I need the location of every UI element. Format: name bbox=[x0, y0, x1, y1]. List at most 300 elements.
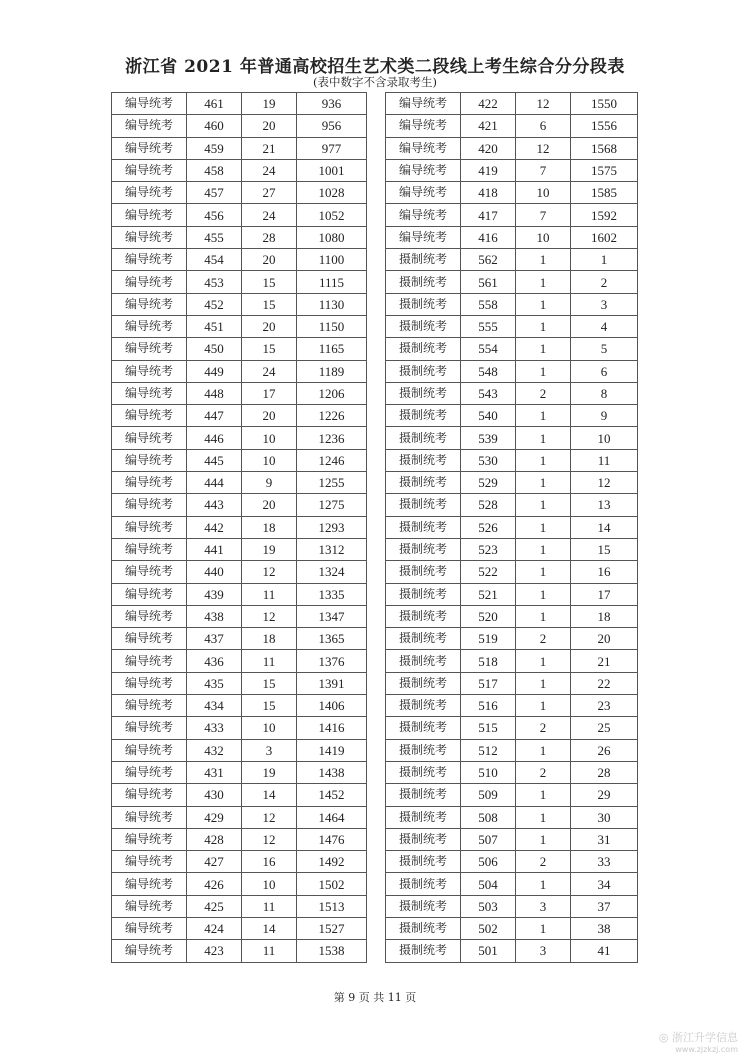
table-row bbox=[386, 561, 638, 583]
cumulative-cell: 22 bbox=[571, 672, 638, 694]
score-cell: 512 bbox=[461, 739, 516, 761]
count-cell: 11 bbox=[242, 895, 297, 917]
table-row bbox=[112, 93, 367, 115]
cumulative-cell: 10 bbox=[571, 427, 638, 449]
count-cell: 10 bbox=[516, 226, 571, 248]
score-cell: 509 bbox=[461, 784, 516, 806]
count-cell: 1 bbox=[516, 516, 571, 538]
category-cell: 摄制统考 bbox=[386, 315, 461, 337]
category-cell: 摄制统考 bbox=[386, 650, 461, 672]
cumulative-cell: 1406 bbox=[297, 695, 367, 717]
category-cell: 摄制统考 bbox=[386, 717, 461, 739]
score-table-left bbox=[111, 92, 367, 963]
cumulative-cell: 1502 bbox=[297, 873, 367, 895]
table-row bbox=[112, 538, 367, 560]
count-cell: 12 bbox=[516, 137, 571, 159]
category-cell: 摄制统考 bbox=[386, 940, 461, 962]
count-cell: 20 bbox=[242, 405, 297, 427]
category-cell: 编导统考 bbox=[112, 182, 187, 204]
score-cell: 419 bbox=[461, 159, 516, 181]
table-row bbox=[112, 895, 367, 917]
cumulative-cell: 11 bbox=[571, 449, 638, 471]
score-cell: 453 bbox=[187, 271, 242, 293]
score-cell: 455 bbox=[187, 226, 242, 248]
table-row bbox=[386, 271, 638, 293]
table-row bbox=[112, 159, 367, 181]
count-cell: 15 bbox=[242, 695, 297, 717]
watermark-text: ◎ 浙江升学信息 bbox=[658, 1031, 738, 1044]
count-cell: 2 bbox=[516, 717, 571, 739]
table-row bbox=[112, 315, 367, 337]
score-cell: 434 bbox=[187, 695, 242, 717]
table-row bbox=[112, 605, 367, 627]
score-cell: 508 bbox=[461, 806, 516, 828]
category-cell: 编导统考 bbox=[112, 695, 187, 717]
cumulative-cell: 3 bbox=[571, 293, 638, 315]
cumulative-cell: 1568 bbox=[571, 137, 638, 159]
table-row bbox=[386, 204, 638, 226]
table-row bbox=[112, 561, 367, 583]
score-cell: 436 bbox=[187, 650, 242, 672]
table-row bbox=[112, 427, 367, 449]
score-cell: 440 bbox=[187, 561, 242, 583]
cumulative-cell: 977 bbox=[297, 137, 367, 159]
score-cell: 442 bbox=[187, 516, 242, 538]
score-cell: 520 bbox=[461, 605, 516, 627]
category-cell: 编导统考 bbox=[112, 449, 187, 471]
score-cell: 555 bbox=[461, 315, 516, 337]
category-cell: 摄制统考 bbox=[386, 761, 461, 783]
cumulative-cell: 1538 bbox=[297, 940, 367, 962]
score-cell: 562 bbox=[461, 249, 516, 271]
cumulative-cell: 1246 bbox=[297, 449, 367, 471]
table-row bbox=[386, 516, 638, 538]
score-cell: 457 bbox=[187, 182, 242, 204]
cumulative-cell: 1376 bbox=[297, 650, 367, 672]
category-cell: 编导统考 bbox=[112, 494, 187, 516]
category-cell: 摄制统考 bbox=[386, 851, 461, 873]
category-cell: 编导统考 bbox=[386, 226, 461, 248]
cumulative-cell: 26 bbox=[571, 739, 638, 761]
score-cell: 437 bbox=[187, 628, 242, 650]
category-cell: 编导统考 bbox=[112, 338, 187, 360]
table-row bbox=[112, 449, 367, 471]
category-cell: 编导统考 bbox=[112, 672, 187, 694]
count-cell: 1 bbox=[516, 472, 571, 494]
count-cell: 9 bbox=[242, 472, 297, 494]
count-cell: 10 bbox=[242, 873, 297, 895]
score-cell: 502 bbox=[461, 917, 516, 939]
cumulative-cell: 13 bbox=[571, 494, 638, 516]
category-cell: 编导统考 bbox=[112, 940, 187, 962]
score-cell: 452 bbox=[187, 293, 242, 315]
score-cell: 447 bbox=[187, 405, 242, 427]
score-cell: 516 bbox=[461, 695, 516, 717]
table-row bbox=[386, 851, 638, 873]
count-cell: 20 bbox=[242, 115, 297, 137]
category-cell: 编导统考 bbox=[386, 93, 461, 115]
score-cell: 503 bbox=[461, 895, 516, 917]
cumulative-cell: 1438 bbox=[297, 761, 367, 783]
score-cell: 459 bbox=[187, 137, 242, 159]
table-row bbox=[386, 472, 638, 494]
cumulative-cell: 1391 bbox=[297, 672, 367, 694]
table-row bbox=[386, 338, 638, 360]
category-cell: 摄制统考 bbox=[386, 873, 461, 895]
count-cell: 6 bbox=[516, 115, 571, 137]
table-row bbox=[112, 293, 367, 315]
category-cell: 编导统考 bbox=[112, 628, 187, 650]
score-cell: 554 bbox=[461, 338, 516, 360]
count-cell: 1 bbox=[516, 427, 571, 449]
cumulative-cell: 20 bbox=[571, 628, 638, 650]
count-cell: 15 bbox=[242, 293, 297, 315]
count-cell: 12 bbox=[516, 93, 571, 115]
score-cell: 510 bbox=[461, 761, 516, 783]
score-cell: 421 bbox=[461, 115, 516, 137]
table-row bbox=[386, 449, 638, 471]
cumulative-cell: 1575 bbox=[571, 159, 638, 181]
table-row bbox=[386, 605, 638, 627]
cumulative-cell: 30 bbox=[571, 806, 638, 828]
count-cell: 3 bbox=[516, 895, 571, 917]
table-row bbox=[112, 761, 367, 783]
table-row bbox=[112, 338, 367, 360]
category-cell: 编导统考 bbox=[112, 249, 187, 271]
cumulative-cell: 1189 bbox=[297, 360, 367, 382]
count-cell: 7 bbox=[516, 159, 571, 181]
category-cell: 摄制统考 bbox=[386, 695, 461, 717]
table-row bbox=[112, 226, 367, 248]
cumulative-cell: 1585 bbox=[571, 182, 638, 204]
table-row bbox=[112, 650, 367, 672]
category-cell: 编导统考 bbox=[112, 583, 187, 605]
table-row bbox=[386, 182, 638, 204]
score-table-right bbox=[385, 92, 638, 963]
table-row bbox=[386, 115, 638, 137]
cumulative-cell: 1513 bbox=[297, 895, 367, 917]
table-row bbox=[386, 405, 638, 427]
count-cell: 2 bbox=[516, 628, 571, 650]
score-cell: 433 bbox=[187, 717, 242, 739]
count-cell: 1 bbox=[516, 650, 571, 672]
page-title: 浙江省 2021 年普通高校招生艺术类二段线上考生综合分分段表 bbox=[125, 57, 625, 77]
count-cell: 15 bbox=[242, 271, 297, 293]
score-cell: 445 bbox=[187, 449, 242, 471]
cumulative-cell: 5 bbox=[571, 338, 638, 360]
category-cell: 编导统考 bbox=[112, 761, 187, 783]
table-row bbox=[386, 137, 638, 159]
count-cell: 1 bbox=[516, 249, 571, 271]
score-cell: 526 bbox=[461, 516, 516, 538]
count-cell: 3 bbox=[242, 739, 297, 761]
count-cell: 24 bbox=[242, 360, 297, 382]
count-cell: 28 bbox=[242, 226, 297, 248]
table-row bbox=[386, 382, 638, 404]
count-cell: 11 bbox=[242, 650, 297, 672]
count-cell: 2 bbox=[516, 851, 571, 873]
cumulative-cell: 1275 bbox=[297, 494, 367, 516]
count-cell: 1 bbox=[516, 360, 571, 382]
cumulative-cell: 18 bbox=[571, 605, 638, 627]
table-row bbox=[112, 828, 367, 850]
cumulative-cell: 1 bbox=[571, 249, 638, 271]
category-cell: 摄制统考 bbox=[386, 494, 461, 516]
category-cell: 编导统考 bbox=[112, 159, 187, 181]
category-cell: 编导统考 bbox=[386, 204, 461, 226]
category-cell: 摄制统考 bbox=[386, 895, 461, 917]
cumulative-cell: 1492 bbox=[297, 851, 367, 873]
count-cell: 2 bbox=[516, 761, 571, 783]
score-cell: 416 bbox=[461, 226, 516, 248]
category-cell: 摄制统考 bbox=[386, 917, 461, 939]
category-cell: 摄制统考 bbox=[386, 472, 461, 494]
cumulative-cell: 38 bbox=[571, 917, 638, 939]
category-cell: 摄制统考 bbox=[386, 271, 461, 293]
table-row bbox=[112, 115, 367, 137]
score-cell: 454 bbox=[187, 249, 242, 271]
score-cell: 543 bbox=[461, 382, 516, 404]
count-cell: 20 bbox=[242, 494, 297, 516]
table-row bbox=[386, 717, 638, 739]
category-cell: 摄制统考 bbox=[386, 360, 461, 382]
count-cell: 12 bbox=[242, 806, 297, 828]
cumulative-cell: 1347 bbox=[297, 605, 367, 627]
score-cell: 438 bbox=[187, 605, 242, 627]
count-cell: 1 bbox=[516, 405, 571, 427]
cumulative-cell: 1130 bbox=[297, 293, 367, 315]
cumulative-cell: 1416 bbox=[297, 717, 367, 739]
category-cell: 编导统考 bbox=[112, 204, 187, 226]
category-cell: 编导统考 bbox=[112, 293, 187, 315]
cumulative-cell: 31 bbox=[571, 828, 638, 850]
table-row bbox=[112, 516, 367, 538]
score-cell: 461 bbox=[187, 93, 242, 115]
table-row bbox=[112, 382, 367, 404]
cumulative-cell: 936 bbox=[297, 93, 367, 115]
count-cell: 15 bbox=[242, 338, 297, 360]
cumulative-cell: 14 bbox=[571, 516, 638, 538]
score-cell: 429 bbox=[187, 806, 242, 828]
count-cell: 19 bbox=[242, 538, 297, 560]
score-cell: 458 bbox=[187, 159, 242, 181]
count-cell: 18 bbox=[242, 516, 297, 538]
count-cell: 10 bbox=[242, 717, 297, 739]
score-cell: 456 bbox=[187, 204, 242, 226]
table-row bbox=[386, 940, 638, 962]
table-row bbox=[386, 159, 638, 181]
cumulative-cell: 1592 bbox=[571, 204, 638, 226]
count-cell: 21 bbox=[242, 137, 297, 159]
score-cell: 441 bbox=[187, 538, 242, 560]
cumulative-cell: 1419 bbox=[297, 739, 367, 761]
score-cell: 515 bbox=[461, 717, 516, 739]
cumulative-cell: 1255 bbox=[297, 472, 367, 494]
count-cell: 14 bbox=[242, 917, 297, 939]
score-cell: 506 bbox=[461, 851, 516, 873]
count-cell: 19 bbox=[242, 761, 297, 783]
count-cell: 10 bbox=[242, 427, 297, 449]
category-cell: 摄制统考 bbox=[386, 338, 461, 360]
category-cell: 摄制统考 bbox=[386, 739, 461, 761]
cumulative-cell: 1476 bbox=[297, 828, 367, 850]
cumulative-cell: 29 bbox=[571, 784, 638, 806]
table-row bbox=[112, 695, 367, 717]
cumulative-cell: 1150 bbox=[297, 315, 367, 337]
category-cell: 摄制统考 bbox=[386, 449, 461, 471]
score-cell: 439 bbox=[187, 583, 242, 605]
category-cell: 编导统考 bbox=[112, 472, 187, 494]
cumulative-cell: 21 bbox=[571, 650, 638, 672]
score-cell: 424 bbox=[187, 917, 242, 939]
table-row bbox=[386, 427, 638, 449]
table-row bbox=[112, 806, 367, 828]
table-row bbox=[386, 93, 638, 115]
cumulative-cell: 25 bbox=[571, 717, 638, 739]
cumulative-cell: 33 bbox=[571, 851, 638, 873]
page-subtitle: (表中数字不含录取考生) bbox=[313, 75, 437, 89]
table-row bbox=[386, 293, 638, 315]
score-cell: 420 bbox=[461, 137, 516, 159]
count-cell: 12 bbox=[242, 605, 297, 627]
cumulative-cell: 23 bbox=[571, 695, 638, 717]
category-cell: 编导统考 bbox=[112, 806, 187, 828]
table-row bbox=[112, 917, 367, 939]
table-row bbox=[112, 182, 367, 204]
table-row bbox=[386, 873, 638, 895]
count-cell: 1 bbox=[516, 695, 571, 717]
category-cell: 编导统考 bbox=[112, 895, 187, 917]
score-cell: 521 bbox=[461, 583, 516, 605]
cumulative-cell: 1293 bbox=[297, 516, 367, 538]
count-cell: 18 bbox=[242, 628, 297, 650]
count-cell: 11 bbox=[242, 940, 297, 962]
score-cell: 449 bbox=[187, 360, 242, 382]
category-cell: 编导统考 bbox=[386, 137, 461, 159]
count-cell: 27 bbox=[242, 182, 297, 204]
score-cell: 450 bbox=[187, 338, 242, 360]
count-cell: 1 bbox=[516, 315, 571, 337]
category-cell: 编导统考 bbox=[112, 828, 187, 850]
table-row bbox=[386, 583, 638, 605]
table-row bbox=[112, 137, 367, 159]
category-cell: 摄制统考 bbox=[386, 427, 461, 449]
category-cell: 编导统考 bbox=[112, 739, 187, 761]
table-row bbox=[112, 405, 367, 427]
cumulative-cell: 1550 bbox=[571, 93, 638, 115]
category-cell: 编导统考 bbox=[112, 605, 187, 627]
count-cell: 1 bbox=[516, 873, 571, 895]
score-cell: 523 bbox=[461, 538, 516, 560]
count-cell: 1 bbox=[516, 672, 571, 694]
table-row bbox=[112, 472, 367, 494]
cumulative-cell: 34 bbox=[571, 873, 638, 895]
cumulative-cell: 1236 bbox=[297, 427, 367, 449]
table-row bbox=[112, 204, 367, 226]
table-row bbox=[112, 672, 367, 694]
table-row bbox=[112, 784, 367, 806]
score-cell: 540 bbox=[461, 405, 516, 427]
category-cell: 编导统考 bbox=[112, 516, 187, 538]
cumulative-cell: 1335 bbox=[297, 583, 367, 605]
table-row bbox=[112, 583, 367, 605]
count-cell: 24 bbox=[242, 159, 297, 181]
score-cell: 530 bbox=[461, 449, 516, 471]
score-cell: 431 bbox=[187, 761, 242, 783]
table-row bbox=[386, 739, 638, 761]
count-cell: 19 bbox=[242, 93, 297, 115]
cumulative-cell: 1115 bbox=[297, 271, 367, 293]
count-cell: 20 bbox=[242, 249, 297, 271]
score-cell: 518 bbox=[461, 650, 516, 672]
score-cell: 427 bbox=[187, 851, 242, 873]
count-cell: 3 bbox=[516, 940, 571, 962]
score-cell: 448 bbox=[187, 382, 242, 404]
score-cell: 426 bbox=[187, 873, 242, 895]
count-cell: 1 bbox=[516, 494, 571, 516]
table-row bbox=[386, 895, 638, 917]
category-cell: 编导统考 bbox=[386, 182, 461, 204]
category-cell: 摄制统考 bbox=[386, 516, 461, 538]
score-cell: 501 bbox=[461, 940, 516, 962]
table-row bbox=[386, 917, 638, 939]
category-cell: 编导统考 bbox=[386, 115, 461, 137]
category-cell: 编导统考 bbox=[112, 137, 187, 159]
cumulative-cell: 1052 bbox=[297, 204, 367, 226]
category-cell: 摄制统考 bbox=[386, 249, 461, 271]
cumulative-cell: 4 bbox=[571, 315, 638, 337]
category-cell: 编导统考 bbox=[112, 226, 187, 248]
category-cell: 摄制统考 bbox=[386, 806, 461, 828]
count-cell: 1 bbox=[516, 538, 571, 560]
cumulative-cell: 1100 bbox=[297, 249, 367, 271]
score-cell: 451 bbox=[187, 315, 242, 337]
table-row bbox=[386, 672, 638, 694]
table-row bbox=[112, 717, 367, 739]
category-cell: 摄制统考 bbox=[386, 784, 461, 806]
table-row bbox=[386, 828, 638, 850]
category-cell: 摄制统考 bbox=[386, 628, 461, 650]
score-cell: 446 bbox=[187, 427, 242, 449]
count-cell: 1 bbox=[516, 784, 571, 806]
cumulative-cell: 1312 bbox=[297, 538, 367, 560]
cumulative-cell: 1464 bbox=[297, 806, 367, 828]
table-row bbox=[386, 628, 638, 650]
cumulative-cell: 41 bbox=[571, 940, 638, 962]
cumulative-cell: 1001 bbox=[297, 159, 367, 181]
category-cell: 编导统考 bbox=[112, 315, 187, 337]
count-cell: 10 bbox=[516, 182, 571, 204]
score-cell: 417 bbox=[461, 204, 516, 226]
cumulative-cell: 1556 bbox=[571, 115, 638, 137]
table-row bbox=[112, 739, 367, 761]
table-row bbox=[112, 360, 367, 382]
count-cell: 1 bbox=[516, 739, 571, 761]
table-row bbox=[112, 628, 367, 650]
table-row bbox=[386, 695, 638, 717]
watermark-logo bbox=[659, 1029, 738, 1054]
table-row bbox=[112, 851, 367, 873]
cumulative-cell: 2 bbox=[571, 271, 638, 293]
table-row bbox=[386, 249, 638, 271]
table-row bbox=[386, 494, 638, 516]
category-cell: 摄制统考 bbox=[386, 538, 461, 560]
cumulative-cell: 1028 bbox=[297, 182, 367, 204]
cumulative-cell: 1452 bbox=[297, 784, 367, 806]
score-cell: 432 bbox=[187, 739, 242, 761]
category-cell: 编导统考 bbox=[386, 159, 461, 181]
score-cell: 539 bbox=[461, 427, 516, 449]
